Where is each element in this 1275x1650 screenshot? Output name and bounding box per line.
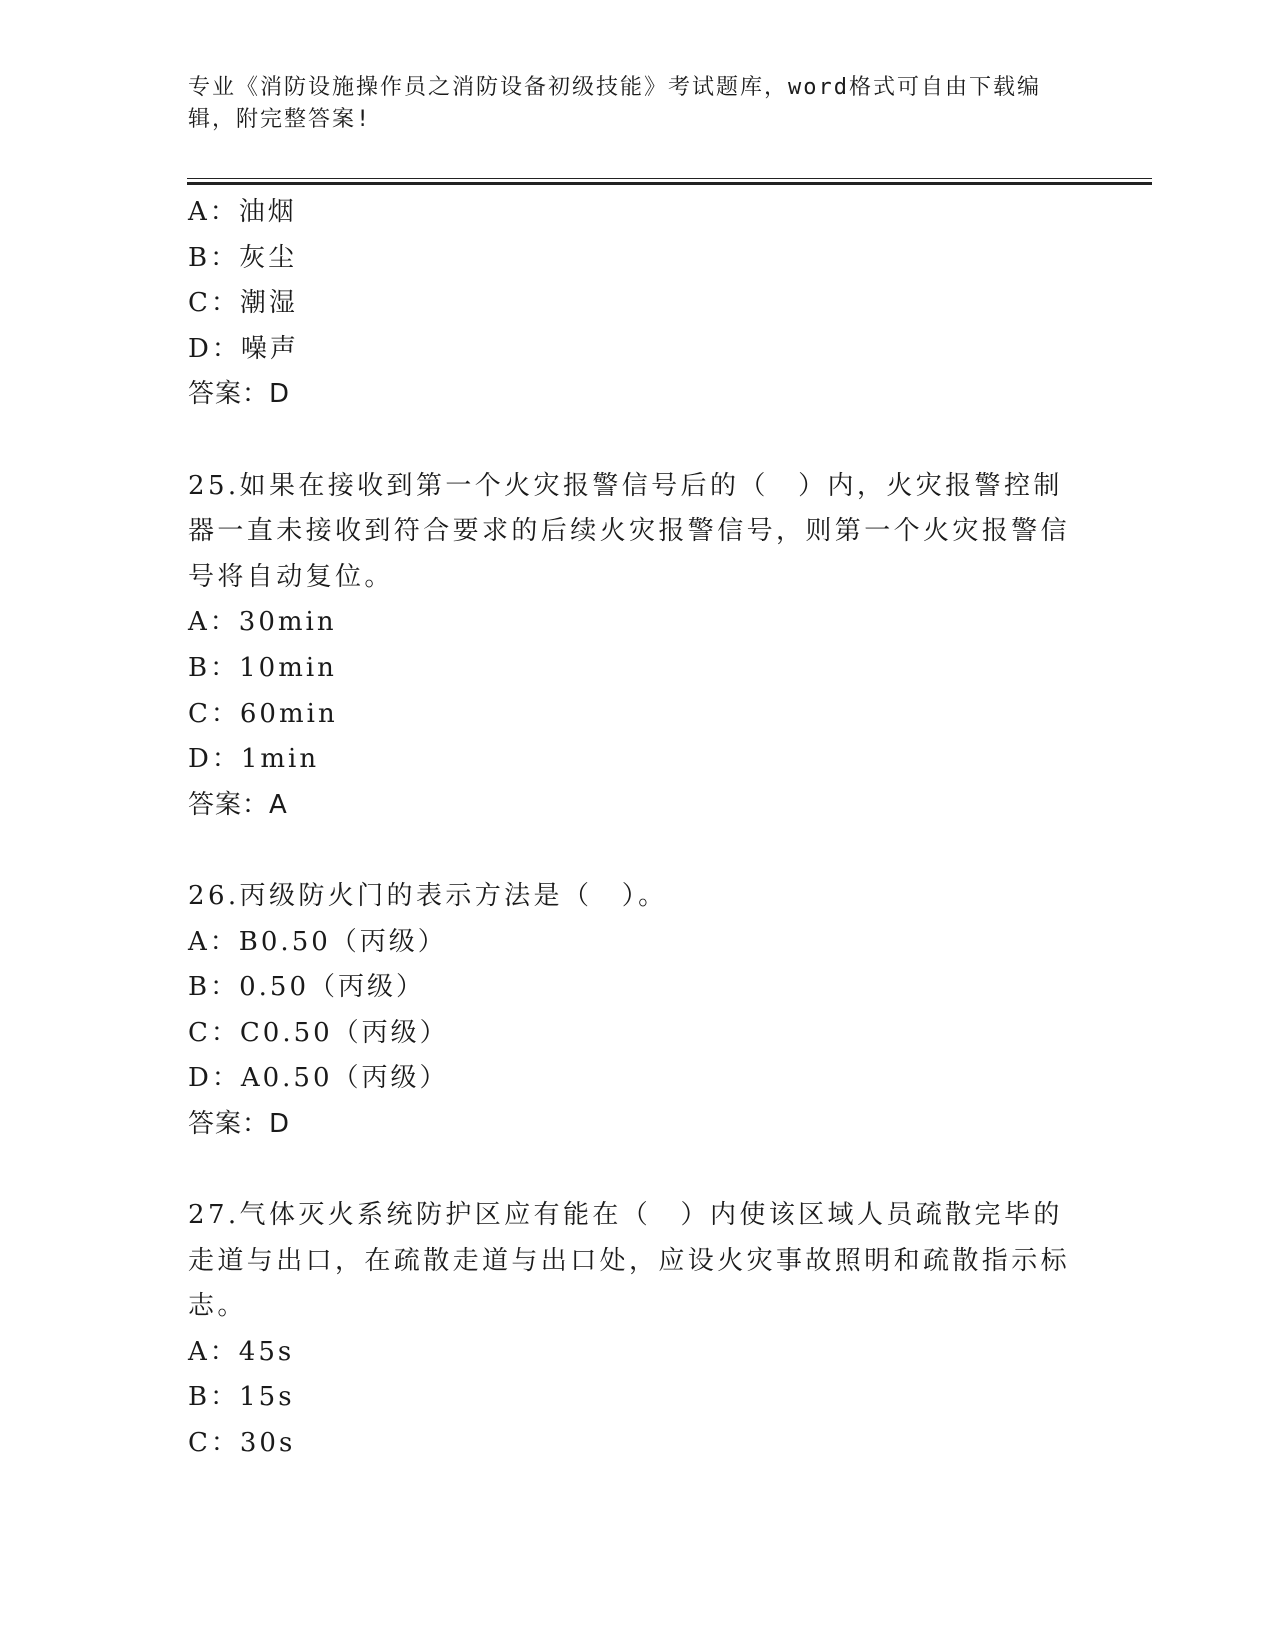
question-stem: 27.气体灭火系统防护区应有能在（ ）内使该区域人员疏散完毕的走道与出口，在疏散走道与出口处，应设火灾事故照明和疏散指示标志。 [188, 1200, 1071, 1322]
question-list [188, 190, 1088, 1467]
question-stem: 26.丙级防火门的表示方法是（ ）。 [188, 880, 668, 911]
option-a: A：30min [188, 607, 337, 638]
option-b: B：灰尘 [188, 242, 298, 273]
question-block [188, 190, 1088, 418]
option-b: B：10min [188, 652, 337, 683]
question-block [188, 874, 1088, 1148]
option-c: C：30s [188, 1428, 296, 1459]
option-c: C：60min [188, 698, 338, 729]
question-block [188, 464, 1088, 829]
option-c: C：C0.50（丙级） [188, 1017, 449, 1048]
option-c: C：潮湿 [188, 288, 298, 319]
option-d: D：1min [188, 744, 320, 775]
spacer [188, 1147, 1088, 1193]
question-stem: 25.如果在接收到第一个火灾报警信号后的（ ）内，火灾报警控制器一直未接收到符合要求的后续火灾报警信号，则第一个火灾报警信号将自动复位。 [188, 470, 1071, 592]
option-a: A：45s [188, 1336, 295, 1367]
option-a: A：B0.50（丙级） [188, 926, 447, 957]
option-b: B：0.50（丙级） [188, 972, 425, 1003]
question-block [188, 1193, 1088, 1467]
document-header: 专业《消防设施操作员之消防设备初级技能》考试题库，word格式可自由下载编辑，附完整答案! [188, 75, 1041, 132]
option-d: D：噪声 [188, 333, 299, 364]
answer: 答案：D [188, 1108, 291, 1139]
option-b: B：15s [188, 1382, 295, 1413]
option-a: A：油烟 [188, 197, 297, 227]
answer: 答案：D [188, 379, 291, 410]
spacer [188, 418, 1088, 464]
header-rule-thick [187, 182, 1152, 185]
option-d: D：A0.50（丙级） [188, 1063, 449, 1094]
header-rule-thin [187, 178, 1152, 179]
answer: 答案：A [188, 789, 288, 820]
spacer [188, 828, 1088, 874]
